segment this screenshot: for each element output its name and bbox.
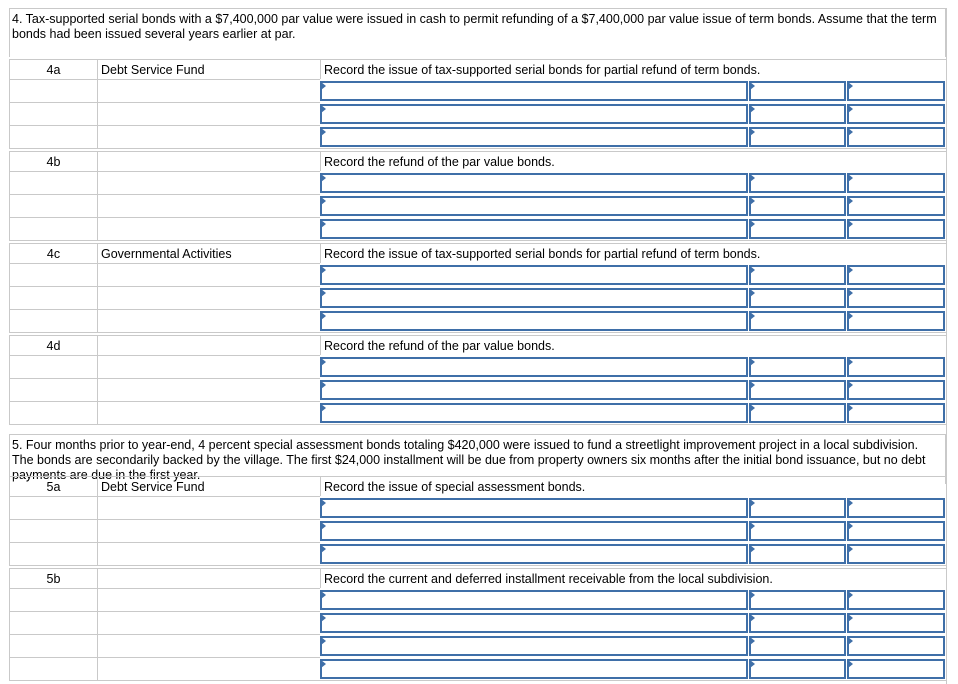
caret-right-icon bbox=[321, 197, 326, 205]
row-blank-cell bbox=[97, 519, 320, 542]
problem-text-q5: 5. Four months prior to year-end, 4 percent special assessment bonds totaling $420,000 were issued to fund a streetlight improvement project in a local subdivision. The bonds are secondarily backed by the village. The first $24,000 installment will be due from property owners six months after the initial bond issuance, but no debt payments are due in the first year. bbox=[9, 434, 946, 484]
entry-id-4c: 4c bbox=[9, 243, 97, 263]
row-blank-cell bbox=[97, 542, 320, 565]
caret-right-icon bbox=[750, 404, 755, 412]
entry-instruction-5b: Record the current and deferred installment receivable from the local subdivision. bbox=[320, 568, 946, 588]
debit-input-4a-1[interactable] bbox=[749, 81, 846, 101]
row-blank-cell bbox=[9, 263, 97, 286]
credit-input-4d-3[interactable] bbox=[847, 403, 945, 423]
credit-input-4b-2[interactable] bbox=[847, 196, 945, 216]
caret-right-icon bbox=[750, 591, 755, 599]
caret-right-icon bbox=[321, 499, 326, 507]
row-blank-cell bbox=[9, 657, 97, 680]
debit-input-4b-3[interactable] bbox=[749, 219, 846, 239]
caret-right-icon bbox=[750, 312, 755, 320]
entry-fund-4a: Debt Service Fund bbox=[97, 59, 320, 79]
entry-id-4b: 4b bbox=[9, 151, 97, 171]
credit-input-4a-3[interactable] bbox=[847, 127, 945, 147]
caret-right-icon bbox=[848, 499, 853, 507]
caret-right-icon bbox=[750, 499, 755, 507]
credit-input-4d-1[interactable] bbox=[847, 357, 945, 377]
row-blank-cell bbox=[9, 588, 97, 611]
caret-right-icon bbox=[848, 128, 853, 136]
row-blank-cell bbox=[97, 401, 320, 424]
account-input-4d-1[interactable] bbox=[320, 357, 748, 377]
row-blank-cell bbox=[9, 171, 97, 194]
account-input-5b-4[interactable] bbox=[320, 659, 748, 679]
debit-input-4c-2[interactable] bbox=[749, 288, 846, 308]
debit-input-4d-3[interactable] bbox=[749, 403, 846, 423]
row-blank-cell bbox=[97, 263, 320, 286]
row-divider bbox=[9, 240, 947, 241]
entry-instruction-5a: Record the issue of special assessment bonds. bbox=[320, 476, 946, 496]
row-blank-cell bbox=[97, 378, 320, 401]
account-input-4a-3[interactable] bbox=[320, 127, 748, 147]
problem-text-q4: 4. Tax-supported serial bonds with a $7,400,000 par value were issued in cash to permit refunding of a $7,400,000 par value issue of term bonds. Assume that the term bonds had been issued several years earlier at par. bbox=[9, 8, 946, 57]
caret-right-icon bbox=[750, 358, 755, 366]
entry-fund-4c: Governmental Activities bbox=[97, 243, 320, 263]
row-blank-cell bbox=[97, 125, 320, 148]
credit-input-5b-1[interactable] bbox=[847, 590, 945, 610]
caret-right-icon bbox=[750, 545, 755, 553]
account-input-4c-2[interactable] bbox=[320, 288, 748, 308]
caret-right-icon bbox=[848, 105, 853, 113]
caret-right-icon bbox=[321, 174, 326, 182]
caret-right-icon bbox=[321, 522, 326, 530]
caret-right-icon bbox=[848, 312, 853, 320]
row-blank-cell bbox=[9, 102, 97, 125]
row-blank-cell bbox=[9, 542, 97, 565]
row-blank-cell bbox=[9, 309, 97, 332]
caret-right-icon bbox=[750, 289, 755, 297]
debit-input-4b-2[interactable] bbox=[749, 196, 846, 216]
caret-right-icon bbox=[848, 545, 853, 553]
debit-input-4c-3[interactable] bbox=[749, 311, 846, 331]
credit-input-4c-2[interactable] bbox=[847, 288, 945, 308]
row-blank-cell bbox=[97, 171, 320, 194]
row-divider bbox=[9, 148, 947, 149]
caret-right-icon bbox=[321, 660, 326, 668]
row-blank-cell bbox=[97, 79, 320, 102]
caret-right-icon bbox=[321, 591, 326, 599]
entry-id-5b: 5b bbox=[9, 568, 97, 588]
caret-right-icon bbox=[750, 522, 755, 530]
caret-right-icon bbox=[848, 637, 853, 645]
row-blank-cell bbox=[97, 286, 320, 309]
caret-right-icon bbox=[848, 660, 853, 668]
credit-input-5b-2[interactable] bbox=[847, 613, 945, 633]
row-blank-cell bbox=[97, 634, 320, 657]
entry-instruction-4d: Record the refund of the par value bonds. bbox=[320, 335, 946, 355]
caret-right-icon bbox=[848, 614, 853, 622]
debit-input-5b-1[interactable] bbox=[749, 590, 846, 610]
credit-input-4c-1[interactable] bbox=[847, 265, 945, 285]
credit-input-5a-2[interactable] bbox=[847, 521, 945, 541]
caret-right-icon bbox=[848, 174, 853, 182]
caret-right-icon bbox=[750, 637, 755, 645]
caret-right-icon bbox=[321, 105, 326, 113]
caret-right-icon bbox=[321, 220, 326, 228]
caret-right-icon bbox=[321, 312, 326, 320]
entry-instruction-4b: Record the refund of the par value bonds. bbox=[320, 151, 946, 171]
row-blank-cell bbox=[97, 588, 320, 611]
row-divider bbox=[9, 332, 947, 333]
account-input-4a-1[interactable] bbox=[320, 81, 748, 101]
caret-right-icon bbox=[750, 174, 755, 182]
row-blank-cell bbox=[97, 355, 320, 378]
credit-input-4c-3[interactable] bbox=[847, 311, 945, 331]
entry-fund-4b bbox=[97, 151, 320, 171]
caret-right-icon bbox=[750, 614, 755, 622]
row-blank-cell bbox=[9, 355, 97, 378]
caret-right-icon bbox=[848, 404, 853, 412]
caret-right-icon bbox=[848, 197, 853, 205]
debit-input-5a-3[interactable] bbox=[749, 544, 846, 564]
row-blank-cell bbox=[97, 102, 320, 125]
caret-right-icon bbox=[848, 381, 853, 389]
row-blank-cell bbox=[9, 378, 97, 401]
account-input-4c-3[interactable] bbox=[320, 311, 748, 331]
row-blank-cell bbox=[97, 194, 320, 217]
entry-id-4a: 4a bbox=[9, 59, 97, 79]
entry-fund-4d bbox=[97, 335, 320, 355]
credit-input-5b-4[interactable] bbox=[847, 659, 945, 679]
entry-fund-5b bbox=[97, 568, 320, 588]
row-divider bbox=[9, 424, 947, 425]
account-input-4d-3[interactable] bbox=[320, 403, 748, 423]
row-blank-cell bbox=[97, 309, 320, 332]
debit-input-5a-1[interactable] bbox=[749, 498, 846, 518]
caret-right-icon bbox=[750, 220, 755, 228]
row-blank-cell bbox=[9, 125, 97, 148]
credit-input-4d-2[interactable] bbox=[847, 380, 945, 400]
caret-right-icon bbox=[750, 266, 755, 274]
row-blank-cell bbox=[97, 217, 320, 240]
account-input-5b-2[interactable] bbox=[320, 613, 748, 633]
account-input-5a-1[interactable] bbox=[320, 498, 748, 518]
row-blank-cell bbox=[9, 79, 97, 102]
row-blank-cell bbox=[97, 496, 320, 519]
debit-input-4d-2[interactable] bbox=[749, 380, 846, 400]
row-blank-cell bbox=[9, 194, 97, 217]
entry-instruction-4a: Record the issue of tax-supported serial bonds for partial refund of term bonds. bbox=[320, 59, 946, 79]
row-blank-cell bbox=[9, 519, 97, 542]
debit-input-4d-1[interactable] bbox=[749, 357, 846, 377]
caret-right-icon bbox=[321, 614, 326, 622]
caret-right-icon bbox=[848, 266, 853, 274]
caret-right-icon bbox=[750, 105, 755, 113]
account-input-4a-2[interactable] bbox=[320, 104, 748, 124]
credit-input-4b-3[interactable] bbox=[847, 219, 945, 239]
account-input-4b-2[interactable] bbox=[320, 196, 748, 216]
caret-right-icon bbox=[321, 128, 326, 136]
account-input-5b-3[interactable] bbox=[320, 636, 748, 656]
row-blank-cell bbox=[9, 217, 97, 240]
entry-fund-5a: Debt Service Fund bbox=[97, 476, 320, 496]
row-blank-cell bbox=[9, 286, 97, 309]
debit-input-4c-1[interactable] bbox=[749, 265, 846, 285]
debit-input-5b-3[interactable] bbox=[749, 636, 846, 656]
entry-id-4d: 4d bbox=[9, 335, 97, 355]
row-blank-cell bbox=[9, 496, 97, 519]
caret-right-icon bbox=[848, 591, 853, 599]
caret-right-icon bbox=[321, 82, 326, 90]
caret-right-icon bbox=[848, 358, 853, 366]
caret-right-icon bbox=[750, 128, 755, 136]
account-input-4c-1[interactable] bbox=[320, 265, 748, 285]
debit-input-4a-3[interactable] bbox=[749, 127, 846, 147]
credit-input-4a-2[interactable] bbox=[847, 104, 945, 124]
debit-input-4a-2[interactable] bbox=[749, 104, 846, 124]
table-right-border bbox=[946, 8, 947, 684]
row-blank-cell bbox=[97, 611, 320, 634]
caret-right-icon bbox=[848, 82, 853, 90]
credit-input-4b-1[interactable] bbox=[847, 173, 945, 193]
row-blank-cell bbox=[9, 611, 97, 634]
caret-right-icon bbox=[321, 266, 326, 274]
debit-input-5a-2[interactable] bbox=[749, 521, 846, 541]
account-input-5b-1[interactable] bbox=[320, 590, 748, 610]
entry-id-5a: 5a bbox=[9, 476, 97, 496]
account-input-4b-1[interactable] bbox=[320, 173, 748, 193]
debit-input-5b-4[interactable] bbox=[749, 659, 846, 679]
row-divider bbox=[9, 565, 947, 566]
caret-right-icon bbox=[750, 197, 755, 205]
caret-right-icon bbox=[321, 289, 326, 297]
caret-right-icon bbox=[321, 381, 326, 389]
account-input-4d-2[interactable] bbox=[320, 380, 748, 400]
credit-input-5b-3[interactable] bbox=[847, 636, 945, 656]
debit-input-4b-1[interactable] bbox=[749, 173, 846, 193]
caret-right-icon bbox=[848, 522, 853, 530]
caret-right-icon bbox=[321, 545, 326, 553]
caret-right-icon bbox=[848, 220, 853, 228]
caret-right-icon bbox=[750, 381, 755, 389]
caret-right-icon bbox=[750, 82, 755, 90]
caret-right-icon bbox=[321, 358, 326, 366]
caret-right-icon bbox=[848, 289, 853, 297]
credit-input-4a-1[interactable] bbox=[847, 81, 945, 101]
account-input-5a-2[interactable] bbox=[320, 521, 748, 541]
row-blank-cell bbox=[9, 401, 97, 424]
caret-right-icon bbox=[321, 404, 326, 412]
caret-right-icon bbox=[321, 637, 326, 645]
credit-input-5a-3[interactable] bbox=[847, 544, 945, 564]
credit-input-5a-1[interactable] bbox=[847, 498, 945, 518]
row-blank-cell bbox=[9, 634, 97, 657]
caret-right-icon bbox=[750, 660, 755, 668]
row-divider bbox=[9, 680, 947, 681]
debit-input-5b-2[interactable] bbox=[749, 613, 846, 633]
entry-instruction-4c: Record the issue of tax-supported serial bonds for partial refund of term bonds. bbox=[320, 243, 946, 263]
account-input-5a-3[interactable] bbox=[320, 544, 748, 564]
account-input-4b-3[interactable] bbox=[320, 219, 748, 239]
row-blank-cell bbox=[97, 657, 320, 680]
